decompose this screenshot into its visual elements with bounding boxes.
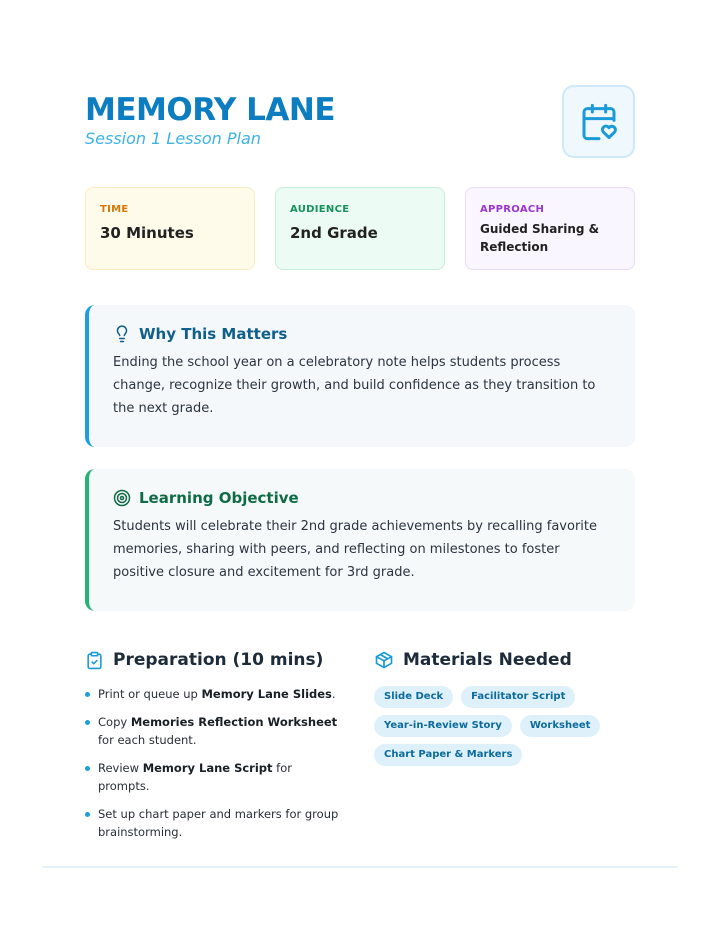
list-item: Print or queue up Memory Lane Slides. [85,685,345,703]
approach-value: Guided Sharing & Reflection [480,222,600,254]
learning-objective-callout [85,469,635,611]
preparation-section [85,647,345,851]
material-tag: Facilitator Script [461,686,575,708]
calendar-heart-icon [579,102,619,142]
preparation-list [85,685,345,841]
audience-label: AUDIENCE [290,204,350,215]
materials-tags [374,686,614,766]
approach-label: APPROACH [480,204,545,215]
preparation-heading [85,647,345,673]
why-this-matters-callout [85,305,635,447]
list-item: Copy Memories Reflection Worksheet for each student. [85,713,345,749]
approach-card [465,187,635,270]
time-card [85,187,255,270]
materials-section [374,647,644,766]
time-value: 30 Minutes [100,224,194,242]
objective-heading [113,489,613,507]
time-label: TIME [100,204,129,215]
page-title: MEMORY LANE [85,92,336,128]
materials-heading [374,647,644,673]
header [85,92,635,148]
package-icon [374,650,394,670]
list-item: Review Memory Lane Script for prompts. [85,759,345,795]
preparation-title: Preparation (10 mins) [113,650,324,670]
objective-title: Learning Objective [139,489,299,507]
clipboard-check-icon [85,650,104,671]
why-title: Why This Matters [139,325,288,343]
materials-title: Materials Needed [403,650,572,670]
material-tag: Chart Paper & Markers [374,744,522,766]
material-tag: Year-in-Review Story [374,715,512,737]
audience-card [275,187,445,270]
material-tag: Worksheet [520,715,601,737]
audience-value: 2nd Grade [290,224,378,242]
footer-divider [42,866,678,868]
page-subtitle: Session 1 Lesson Plan [85,129,261,148]
why-body: Ending the school year on a celebratory note helps students process change, recognize their growth, and build confidence as they transition to the next grade. [113,355,596,416]
lightbulb-icon [113,325,131,343]
target-icon [113,489,131,507]
info-cards [85,187,635,270]
list-item: Set up chart paper and markers for group brainstorming. [85,805,345,841]
objective-body: Students will celebrate their 2nd grade achievements by recalling favorite memories, sharing with peers, and reflecting on milestones to foster positive closure and excitement for 3rd grade. [113,519,597,580]
material-tag: Slide Deck [374,686,453,708]
calendar-badge [562,85,635,158]
why-heading [113,325,613,343]
